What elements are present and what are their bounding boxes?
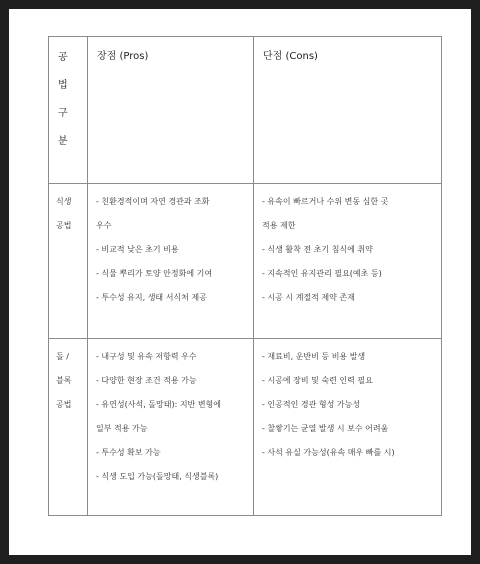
header-pros-label: 장점 (Pros) bbox=[97, 51, 149, 62]
header-cons-label: 단점 (Cons) bbox=[263, 51, 318, 62]
pros-item: 우수 bbox=[96, 221, 112, 230]
cons-item: - 유속이 빠르거나 수위 변동 심한 곳 bbox=[262, 197, 389, 206]
document-page bbox=[9, 9, 471, 555]
table-header-row bbox=[49, 37, 442, 184]
pros-item: - 내구성 및 유속 저항력 우수 bbox=[96, 352, 197, 361]
cons-item: - 시공 시 계절적 제약 존재 bbox=[262, 293, 355, 302]
table-row-vegetation bbox=[49, 184, 442, 339]
cons-item: - 식생 활착 전 초기 침식에 취약 bbox=[262, 245, 373, 254]
category-cell-vegetation bbox=[49, 184, 88, 339]
cons-cell-vegetation bbox=[254, 184, 442, 339]
header-category-char: 공 bbox=[58, 52, 68, 63]
category-label-line: 식생 bbox=[56, 197, 72, 206]
pros-item: - 식생 도입 가능(돌망태, 식생블록) bbox=[96, 472, 219, 481]
cons-item: 적용 제한 bbox=[262, 221, 296, 230]
category-label-line: 돌 / bbox=[56, 352, 69, 361]
cons-item: - 지속적인 유지관리 필요(예초 등) bbox=[262, 269, 382, 278]
cons-item: - 찰쌓기는 균열 발생 시 보수 어려움 bbox=[262, 424, 389, 433]
header-category-char: 구 bbox=[58, 108, 68, 119]
pros-item: - 투수성 유지, 생태 서식처 제공 bbox=[96, 293, 207, 302]
header-category-char: 분 bbox=[58, 136, 68, 147]
pros-item: 일부 적용 가능 bbox=[96, 424, 148, 433]
cons-item: - 시공에 장비 및 숙련 인력 필요 bbox=[262, 376, 373, 385]
pros-cell-stone-block bbox=[88, 339, 254, 516]
pros-item: - 유연성(사석, 돌망태): 지반 변형에 bbox=[96, 400, 222, 409]
category-cell-stone-block bbox=[49, 339, 88, 516]
cons-item: - 재료비, 운반비 등 비용 발생 bbox=[262, 352, 366, 361]
cons-item: - 인공적인 경관 형성 가능성 bbox=[262, 400, 361, 409]
category-label-line: 공법 bbox=[56, 400, 72, 409]
header-category-cell bbox=[49, 37, 88, 184]
comparison-table bbox=[48, 36, 442, 516]
pros-item: - 다양한 현장 조건 적용 가능 bbox=[96, 376, 197, 385]
pros-item: - 식물 뿌리가 토양 안정화에 기여 bbox=[96, 269, 213, 278]
header-category-char: 법 bbox=[58, 80, 68, 91]
header-pros-cell bbox=[88, 37, 254, 184]
header-cons-cell bbox=[254, 37, 442, 184]
cons-item: - 사석 유실 가능성(유속 매우 빠를 시) bbox=[262, 448, 395, 457]
pros-item: - 투수성 확보 가능 bbox=[96, 448, 161, 457]
pros-cell-vegetation bbox=[88, 184, 254, 339]
category-label-line: 공법 bbox=[56, 221, 72, 230]
pros-item: - 비교적 낮은 초기 비용 bbox=[96, 245, 179, 254]
pros-item: - 친환경적이며 자연 경관과 조화 bbox=[96, 197, 210, 206]
category-label-line: 블록 bbox=[56, 376, 72, 385]
table-row-stone-block bbox=[49, 339, 442, 516]
cons-cell-stone-block bbox=[254, 339, 442, 516]
